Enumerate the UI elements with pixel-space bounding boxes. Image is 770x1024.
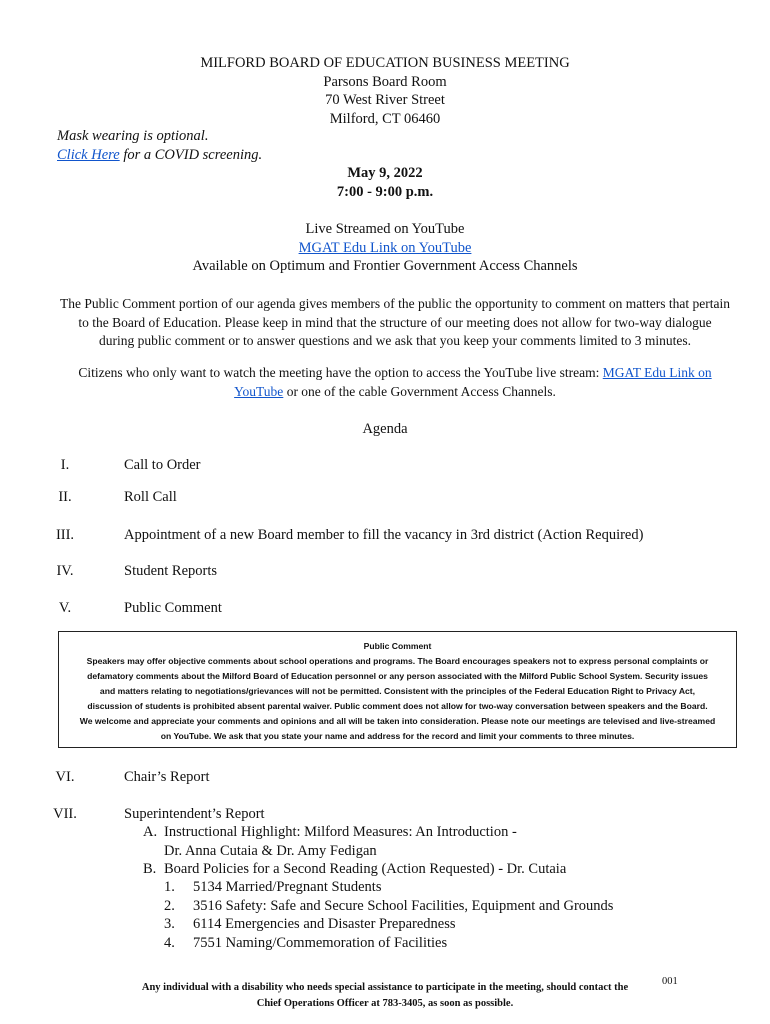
meeting-time: 7:00 - 9:00 p.m.	[336, 183, 434, 200]
agenda-item-call-to-order: Call to Order	[124, 457, 201, 473]
policy-number: 2.	[164, 898, 175, 914]
youtube-link[interactable]: MGAT Edu Link on YouTube	[298, 239, 472, 256]
watch-text: Citizens who only want to watch the meeting have the option to access the YouTube live stream:	[78, 365, 603, 380]
stream-info	[0, 220, 770, 276]
document-header	[0, 54, 770, 128]
accessibility-notice-line2: Chief Operations Officer at 783-3405, as soon as possible.	[256, 998, 514, 1009]
policy-number: 4.	[164, 935, 175, 951]
public-comment-rule: We welcome and appreciate your comments and opinions and all will be taken into consideration. Please note our meetings are televised and live-streamed	[79, 716, 716, 726]
policy-item: 7551 Naming/Commemoration of Facilities	[193, 935, 448, 951]
policy-item: 6114 Emergencies and Disaster Preparedness	[193, 916, 456, 932]
public-comment-box-title: Public Comment	[363, 641, 432, 651]
room-name: Parsons Board Room	[323, 73, 447, 90]
agenda-item-number: I.	[60, 457, 70, 473]
agenda-item-public-comment: Public Comment	[124, 600, 222, 616]
agenda-item-board-appointment: Appointment of a new Board member to fill the vacancy in 3rd district (Action Required)	[124, 527, 644, 543]
sub-item-label: A.	[143, 824, 158, 840]
agenda-item-number: III.	[55, 527, 75, 543]
covid-note	[57, 127, 262, 164]
meeting-datetime	[0, 164, 770, 201]
public-comment-rule: on YouTube. We ask that you state your name and address for the record and limit your comments to three minutes.	[160, 731, 635, 741]
policy-item: 3516 Safety: Safe and Secure School Facilities, Equipment and Grounds	[193, 898, 614, 914]
city-address: Milford, CT 06460	[329, 110, 441, 127]
accessibility-notice-line1: Any individual with a disability who needs special assistance to participate in the meeting, should contact the	[141, 982, 629, 993]
watch-paragraph	[60, 364, 730, 401]
youtube-link-inline[interactable]: MGAT Edu Link on YouTube	[234, 365, 712, 399]
agenda-item-number: II.	[58, 489, 72, 505]
public-comment-box	[58, 631, 737, 748]
board-policies-second-reading: Board Policies for a Second Reading (Action Requested) - Dr. Cutaia	[164, 861, 567, 877]
agenda-item-chairs-report: Chair’s Report	[124, 769, 210, 785]
watch-text-end: or one of the cable Government Access Channels.	[283, 383, 556, 399]
policy-number: 3.	[164, 916, 175, 932]
agenda-item-number: VII.	[53, 806, 77, 822]
street-address: 70 West River Street	[325, 92, 445, 108]
meeting-title: MILFORD BOARD OF EDUCATION BUSINESS MEETING	[200, 55, 570, 71]
agenda-item-number: VI.	[55, 769, 75, 785]
public-comment-rule: and matters relating to negotiations/grievances will not be permitted. Consistent with the principles of the Federal Education Right to Privacy Act,	[99, 686, 696, 696]
covid-screening-line	[57, 146, 262, 165]
public-comment-rule: defamatory comments about the Milford Board of Education personnel or any person associated with the Milford Public School System. Security issues	[87, 671, 708, 681]
public-comment-intro: The Public Comment portion of our agenda gives members of the public the opportunity to comment on matters that pertain to the Board of Education. Please keep in mind that the structure of our meeting does not allow for two-way dialogue during public comment or to answer questions and we ask that you keep your comments limited to 3 minutes.	[60, 296, 730, 348]
access-channels-text: Available on Optimum and Frontier Government Access Channels	[192, 258, 578, 274]
page-code: 001	[662, 976, 678, 987]
policy-item: 5134 Married/Pregnant Students	[193, 879, 382, 895]
instructional-highlight-presenters: Dr. Anna Cutaia & Dr. Amy Fedigan	[164, 843, 377, 859]
sub-item-label: B.	[143, 861, 157, 877]
agenda-item-superintendents-report: Superintendent’s Report	[124, 806, 265, 822]
live-stream-label: Live Streamed on YouTube	[305, 221, 465, 237]
covid-screening-text: for a COVID screening.	[119, 146, 263, 163]
agenda-item-number: IV.	[56, 563, 74, 579]
agenda-item-student-reports: Student Reports	[124, 563, 218, 579]
covid-screening-link[interactable]: Click Here	[57, 146, 120, 163]
public-comment-rule: discussion of students is prohibited absent parental waiver. Public comment does not allow for two-way conversation between speakers and the Board.	[87, 701, 708, 711]
accessibility-footer	[0, 980, 770, 1012]
public-comment-rule: Speakers may offer objective comments about school operations and programs. The Board encourages speakers not to express personal complaints or	[86, 656, 709, 666]
instructional-highlight: Instructional Highlight: Milford Measures: An Introduction -	[164, 824, 517, 840]
meeting-date: May 9, 2022	[347, 165, 423, 181]
agenda-heading: Agenda	[362, 421, 408, 437]
agenda-item-number: V.	[58, 600, 72, 616]
mask-note: Mask wearing is optional.	[57, 128, 209, 144]
policy-number: 1.	[164, 879, 175, 895]
agenda-item-roll-call: Roll Call	[124, 489, 177, 505]
